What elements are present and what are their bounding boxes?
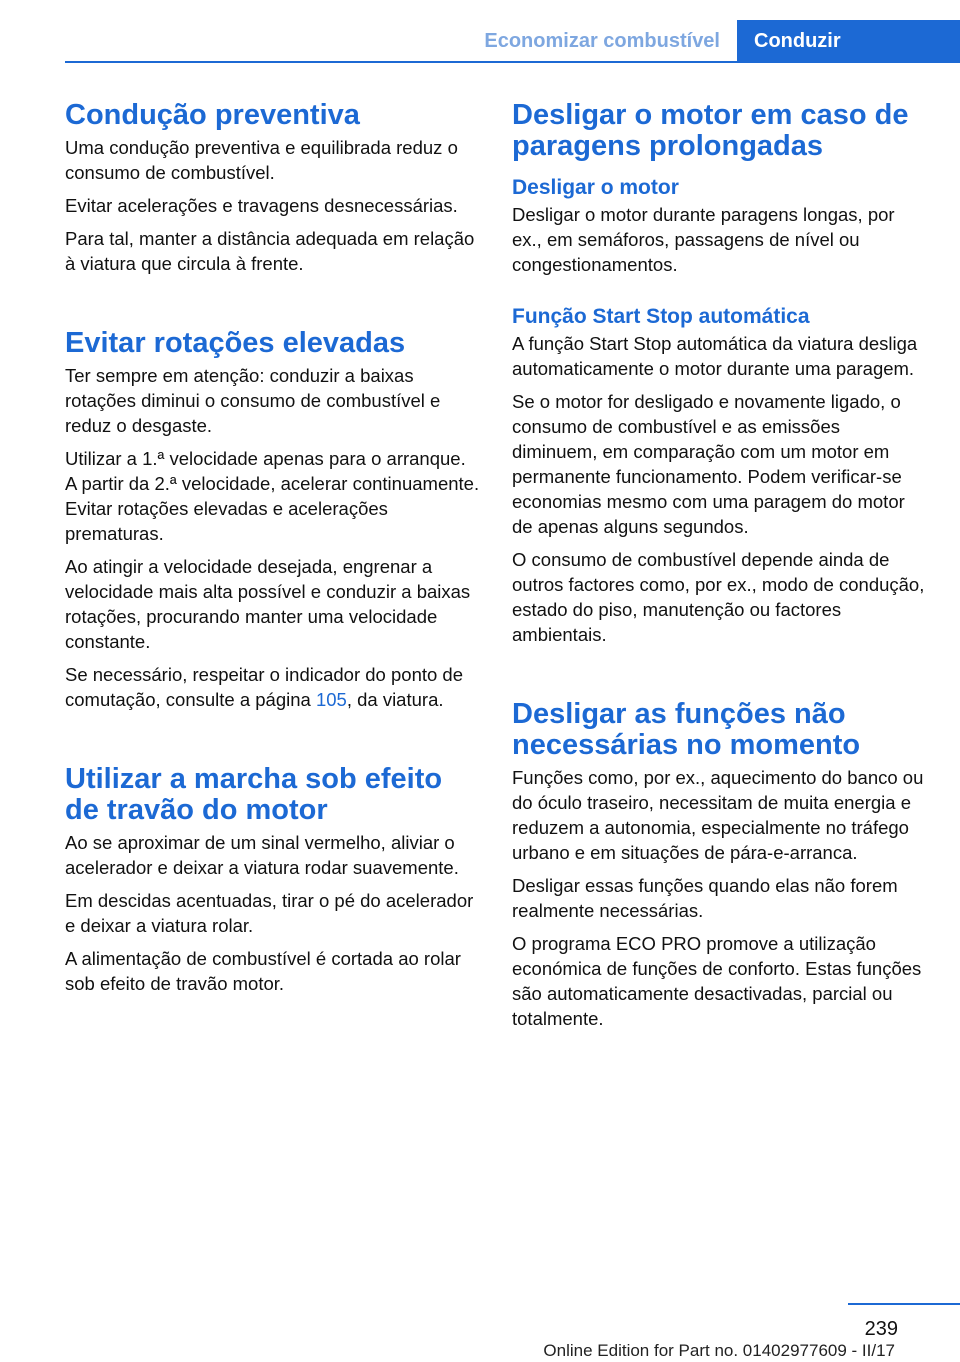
page-reference-link[interactable]: 105 (315, 689, 347, 710)
heading-evitar-rotacoes: Evitar rotações elevadas (65, 327, 406, 359)
paragraph: Uma condução preventiva e equilibrada reduz o consumo de combustível. (65, 137, 458, 183)
subheading-start-stop: Função Start Stop automática (512, 305, 810, 328)
paragraph: Se o motor for desligado e novamente ligado, o consumo de combustível e as emissões diminuem, em comparação com um motor em permanente funcionamento. Podem verificar-se economias mesmo com uma paragem do motor de apenas alguns segundos. (512, 391, 905, 537)
paragraph: Para tal, manter a distância adequada em relação à viatura que circula à frente. (65, 228, 475, 274)
header-section-title: Economizar combustível (484, 30, 720, 52)
heading-conducao-preventiva: Condução preventiva (65, 99, 360, 131)
right-column (512, 100, 927, 1039)
paragraph: A função Start Stop automática da viatura desliga automaticamente o motor durante uma paragem. (512, 333, 918, 379)
header-chapter-label: Conduzir (754, 30, 841, 52)
header-chapter-tab (737, 20, 960, 62)
paragraph: Ao se aproximar de um sinal vermelho, aliviar o acelerador e deixar a viatura rodar suavemente. (65, 832, 459, 878)
paragraph: Evitar acelerações e travagens desnecessárias. (65, 195, 458, 216)
page-number: 239 (864, 1318, 898, 1340)
paragraph: Em descidas acentuadas, tirar o pé do acelerador e deixar a viatura rolar. (65, 890, 474, 936)
page-header (0, 0, 960, 62)
paragraph-text: Se necessário, respeitar o indicador do ponto de comutação, consulte a página (65, 664, 464, 710)
paragraph-with-link (65, 662, 480, 712)
paragraph: Ter sempre em atenção: conduzir a baixas rotações diminui o consumo de combustível e reduz o desgaste. (65, 365, 441, 436)
left-column (65, 100, 480, 1004)
paragraph: Desligar essas funções quando elas não forem realmente necessárias. (512, 875, 898, 921)
paragraph: Desligar o motor durante paragens longas, por ex., em semáforos, passagens de nível ou congestionamentos. (512, 204, 895, 275)
footer-divider (848, 1303, 960, 1305)
edition-note: Online Edition for Part no. 01402977609 - II/17 (543, 1341, 895, 1360)
paragraph: Ao atingir a velocidade desejada, engrenar a velocidade mais alta possível e conduzir a baixas rotações, procurando manter uma velocidade constante. (65, 556, 471, 652)
paragraph-text: , da viatura. (346, 689, 444, 710)
heading-travao-motor: Utilizar a marcha sob efeito de travão do motor (65, 763, 443, 826)
header-divider (65, 61, 960, 63)
paragraph: A alimentação de combustível é cortada ao rolar sob efeito de travão motor. (65, 948, 461, 994)
paragraph: Funções como, por ex., aquecimento do banco ou do óculo traseiro, necessitam de muita energia e reduzem a autonomia, especialmente no tráfego urbano e em situações de pára-e-arranca. (512, 767, 924, 863)
heading-desligar-motor-paragens: Desligar o motor em caso de paragens prolongadas (512, 99, 909, 162)
subheading-desligar-motor: Desligar o motor (512, 176, 679, 199)
heading-desligar-funcoes: Desligar as funções não necessárias no momento (512, 698, 861, 761)
paragraph: O consumo de combustível depende ainda de outros factores como, por ex., modo de condução, estado do piso, manutenção ou factores ambientais. (512, 549, 925, 645)
paragraph: Utilizar a 1.ª velocidade apenas para o arranque. A partir da 2.ª velocidade, acelerar continuamente. Evitar rotações elevadas e acelerações prematuras. (65, 448, 480, 544)
paragraph: O programa ECO PRO promove a utilização económica de funções de conforto. Estas funções são automaticamente desactivadas, parcial ou totalmente. (512, 933, 922, 1029)
